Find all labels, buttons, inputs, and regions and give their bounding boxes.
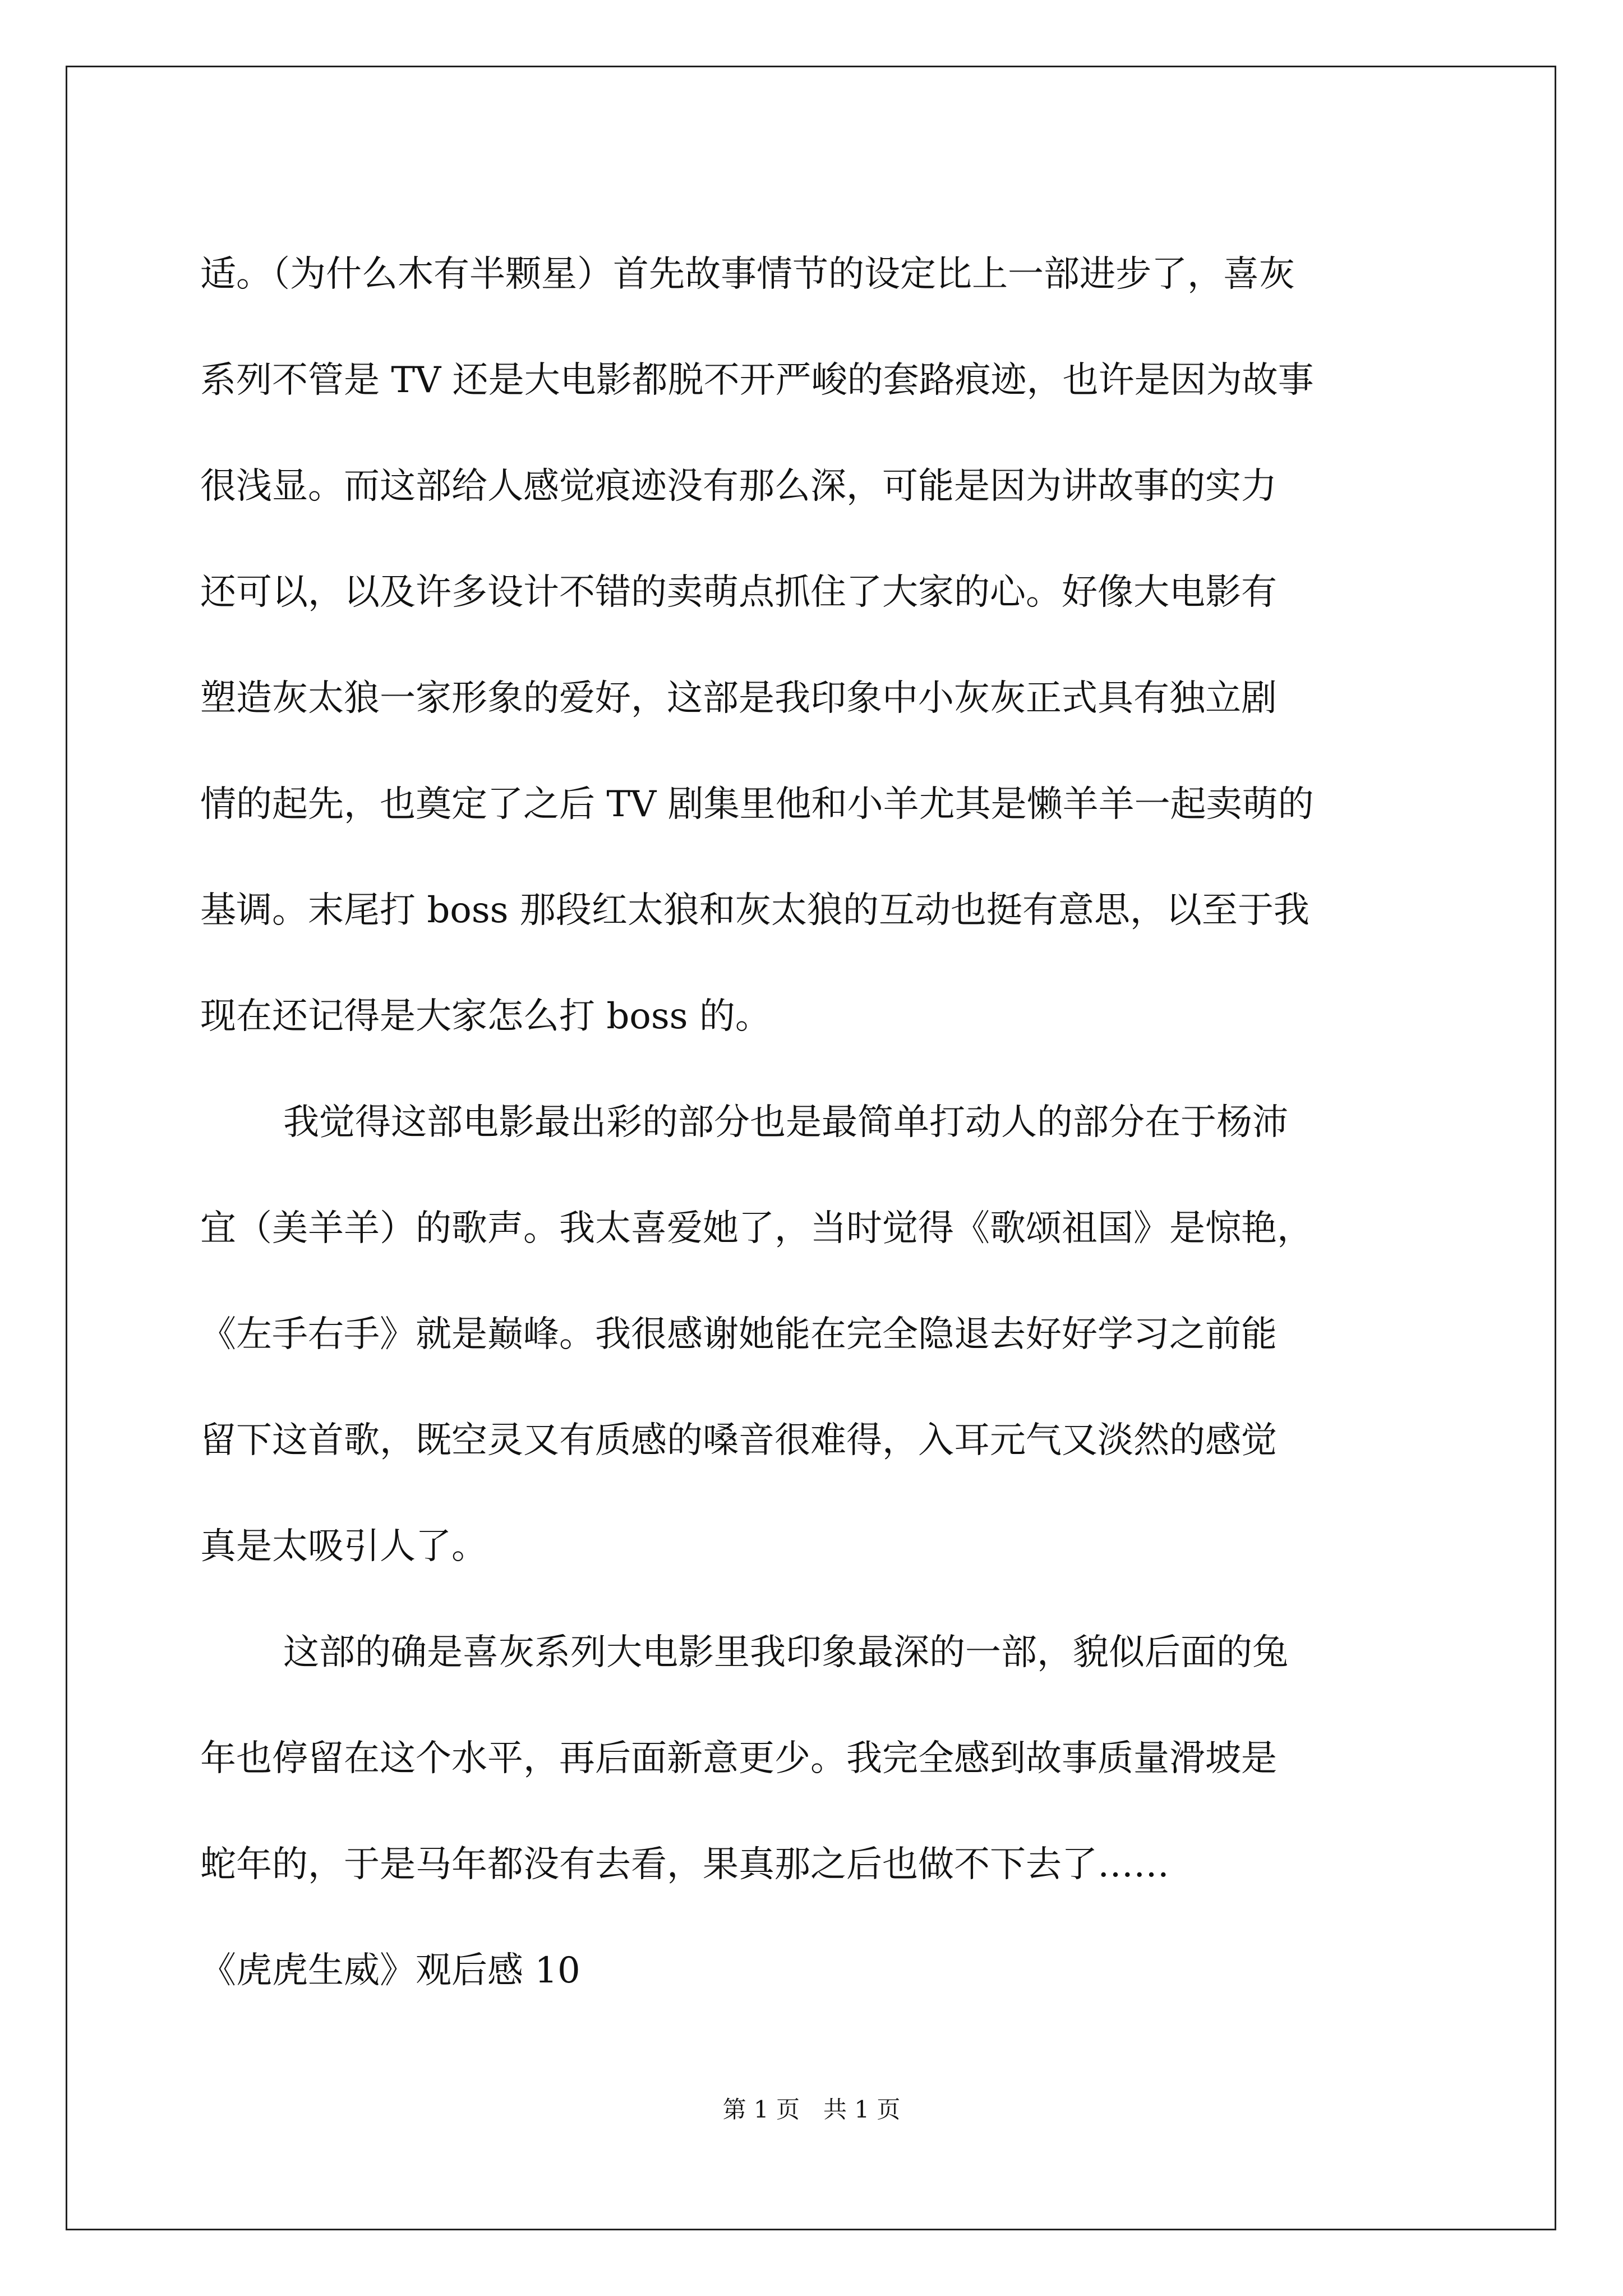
- text-line: 情的起先，也奠定了之后 TV 剧集里他和小羊尤其是懒羊羊一起卖萌的: [200, 784, 1314, 825]
- text-line: 塑造灰太狼一家形象的爱好，这部是我印象中小灰灰正式具有独立剧: [200, 678, 1277, 719]
- text-line: 现在还记得是大家怎么打 boss 的。: [200, 996, 771, 1037]
- text-line: 《左手右手》就是巅峰。我很感谢她能在完全隐退去好好学习之前能: [200, 1314, 1277, 1355]
- text-line: 适。（为什么木有半颗星）首先故事情节的设定比上一部进步了，喜灰: [200, 254, 1295, 295]
- text-line: 留下这首歌，既空灵又有质感的嗓音很难得，入耳元气又淡然的感觉: [200, 1420, 1277, 1461]
- paragraph-1: [200, 222, 1434, 1070]
- text-line: 这部的确是喜灰系列大电影里我印象最深的一部，貌似后面的兔: [283, 1632, 1288, 1673]
- text-line: 系列不管是 TV 还是大电影都脱不开严峻的套路痕迹，也许是因为故事: [200, 360, 1314, 401]
- text-line: 还可以，以及许多设计不错的卖萌点抓住了大家的心。好像大电影有: [200, 572, 1277, 613]
- text-line: 我觉得这部电影最出彩的部分也是最简单打动人的部分在于杨沛: [283, 1102, 1288, 1143]
- paragraph-2: [200, 1070, 1434, 1600]
- text-line: 宜（美羊羊）的歌声。我太喜爱她了，当时觉得《歌颂祖国》是惊艳，: [200, 1208, 1313, 1249]
- section-heading: 《虎虎生威》观后感 10: [200, 1950, 580, 1991]
- text-line: 很浅显。而这部给人感觉痕迹没有那么深，可能是因为讲故事的实力: [200, 466, 1277, 507]
- text-line: 真是太吸引人了。: [200, 1526, 487, 1567]
- paragraph-3: [200, 1600, 1434, 1918]
- page-number-footer: 第 1 页 共 1 页: [722, 2096, 901, 2123]
- text-line: 年也停留在这个水平，再后面新意更少。我完全感到故事质量滑坡是: [200, 1738, 1277, 1779]
- text-line: 蛇年的，于是马年都没有去看，果真那之后也做不下去了……: [200, 1844, 1169, 1885]
- document-body: [200, 222, 1434, 2024]
- text-line: 基调。末尾打 boss 那段红太狼和灰太狼的互动也挺有意思，以至于我: [200, 890, 1310, 931]
